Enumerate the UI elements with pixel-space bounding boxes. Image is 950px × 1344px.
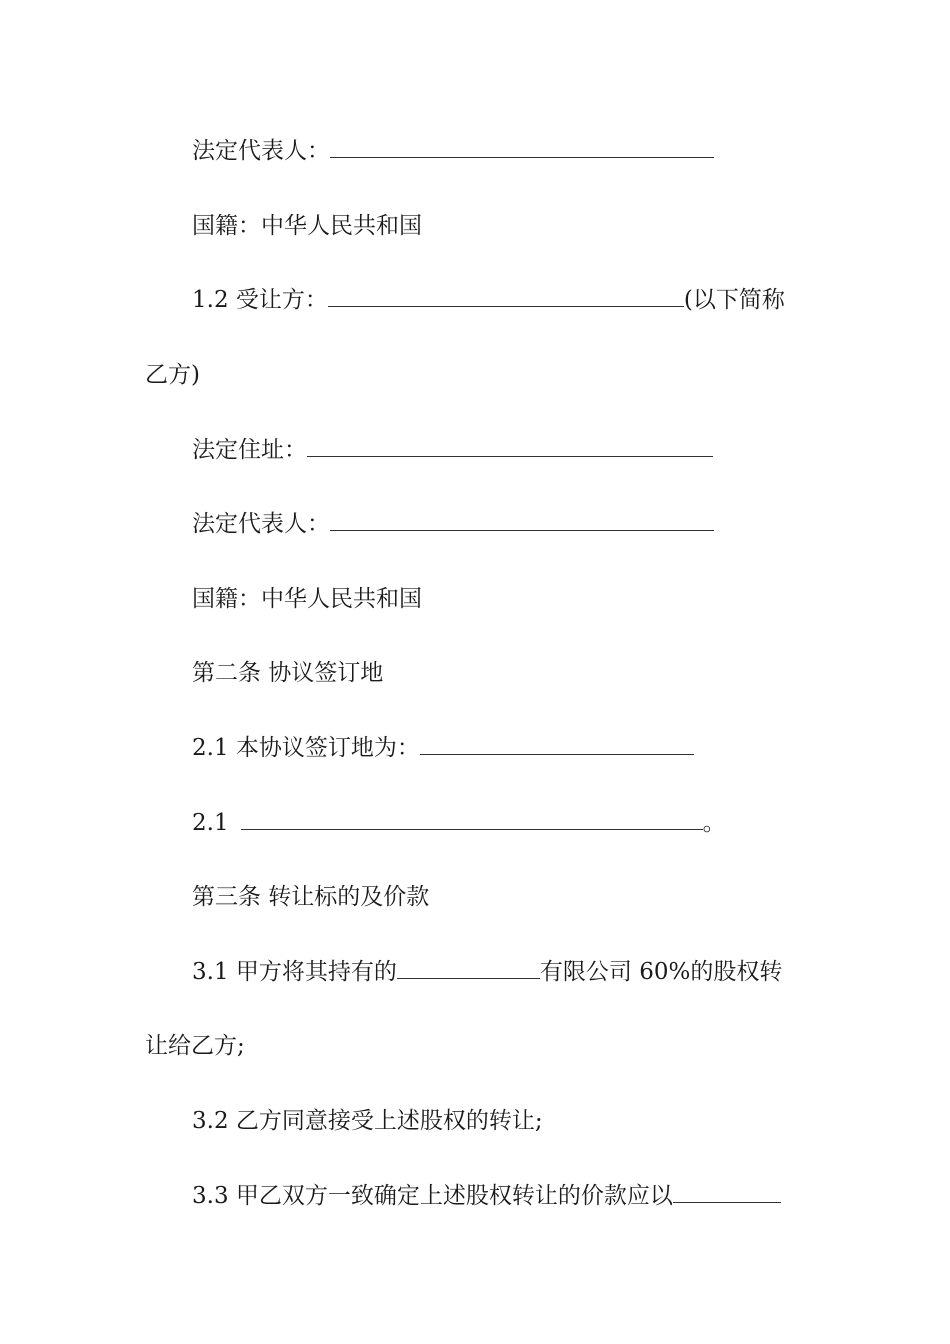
clause-3-1-continuation xyxy=(145,1030,245,1062)
legal-rep-label-2: 法定代表人： xyxy=(192,511,330,537)
clause-3-3-line xyxy=(192,1180,781,1212)
article-three-heading xyxy=(192,881,429,913)
party-b-label: 乙方) xyxy=(145,362,200,388)
clause-3-1-suffix: 有限公司 60%的股权转 xyxy=(539,959,783,985)
nationality-label-2: 国籍：中华人民共和国 xyxy=(192,586,422,612)
nationality-label: 国籍：中华人民共和国 xyxy=(192,213,422,239)
transferee-suffix: (以下简称 xyxy=(683,287,785,313)
clause-3-2-text: 3.2 乙方同意接受上述股权的转让; xyxy=(192,1108,543,1134)
legal-rep-blank-2 xyxy=(330,510,714,531)
clause-2-1-label: 2.1 xyxy=(192,810,229,836)
legal-address-label: 法定住址： xyxy=(192,437,307,463)
nationality-line-1 xyxy=(192,210,422,242)
clause-3-2-line xyxy=(192,1105,543,1137)
article-two-heading xyxy=(192,657,383,689)
legal-rep-blank xyxy=(330,137,714,158)
clause-2-1-period: 。 xyxy=(702,810,726,836)
signing-place-label: 2.1 本协议签订地为： xyxy=(192,735,420,761)
article-three-title: 第三条 转让标的及价款 xyxy=(192,884,430,910)
signing-place-blank xyxy=(420,734,694,755)
legal-address-blank xyxy=(307,436,713,457)
clause-3-1-line xyxy=(192,956,782,988)
nationality-line-2 xyxy=(192,583,422,615)
legal-rep-line-2 xyxy=(192,508,714,540)
clause-3-1-continuation-text: 让给乙方; xyxy=(145,1033,245,1059)
clause-2-1-blank xyxy=(241,809,703,830)
transferee-blank xyxy=(328,286,684,307)
clause-3-3-text: 3.3 甲乙双方一致确定上述股权转让的价款应以 xyxy=(192,1183,673,1209)
article-two-title: 第二条 协议签订地 xyxy=(192,660,384,686)
transferee-continuation xyxy=(145,359,200,391)
signing-place-line xyxy=(192,732,694,764)
legal-address-line xyxy=(192,434,713,466)
clause-3-1-label: 3.1 甲方将其持有的 xyxy=(192,959,397,985)
transferee-label: 1.2 受让方： xyxy=(192,287,328,313)
legal-rep-label: 法定代表人： xyxy=(192,138,330,164)
transferee-line xyxy=(192,284,785,316)
clause-2-1-line xyxy=(192,807,726,839)
clause-3-1-blank xyxy=(397,958,540,979)
legal-rep-line-1 xyxy=(192,135,714,167)
clause-3-3-blank xyxy=(673,1182,781,1203)
